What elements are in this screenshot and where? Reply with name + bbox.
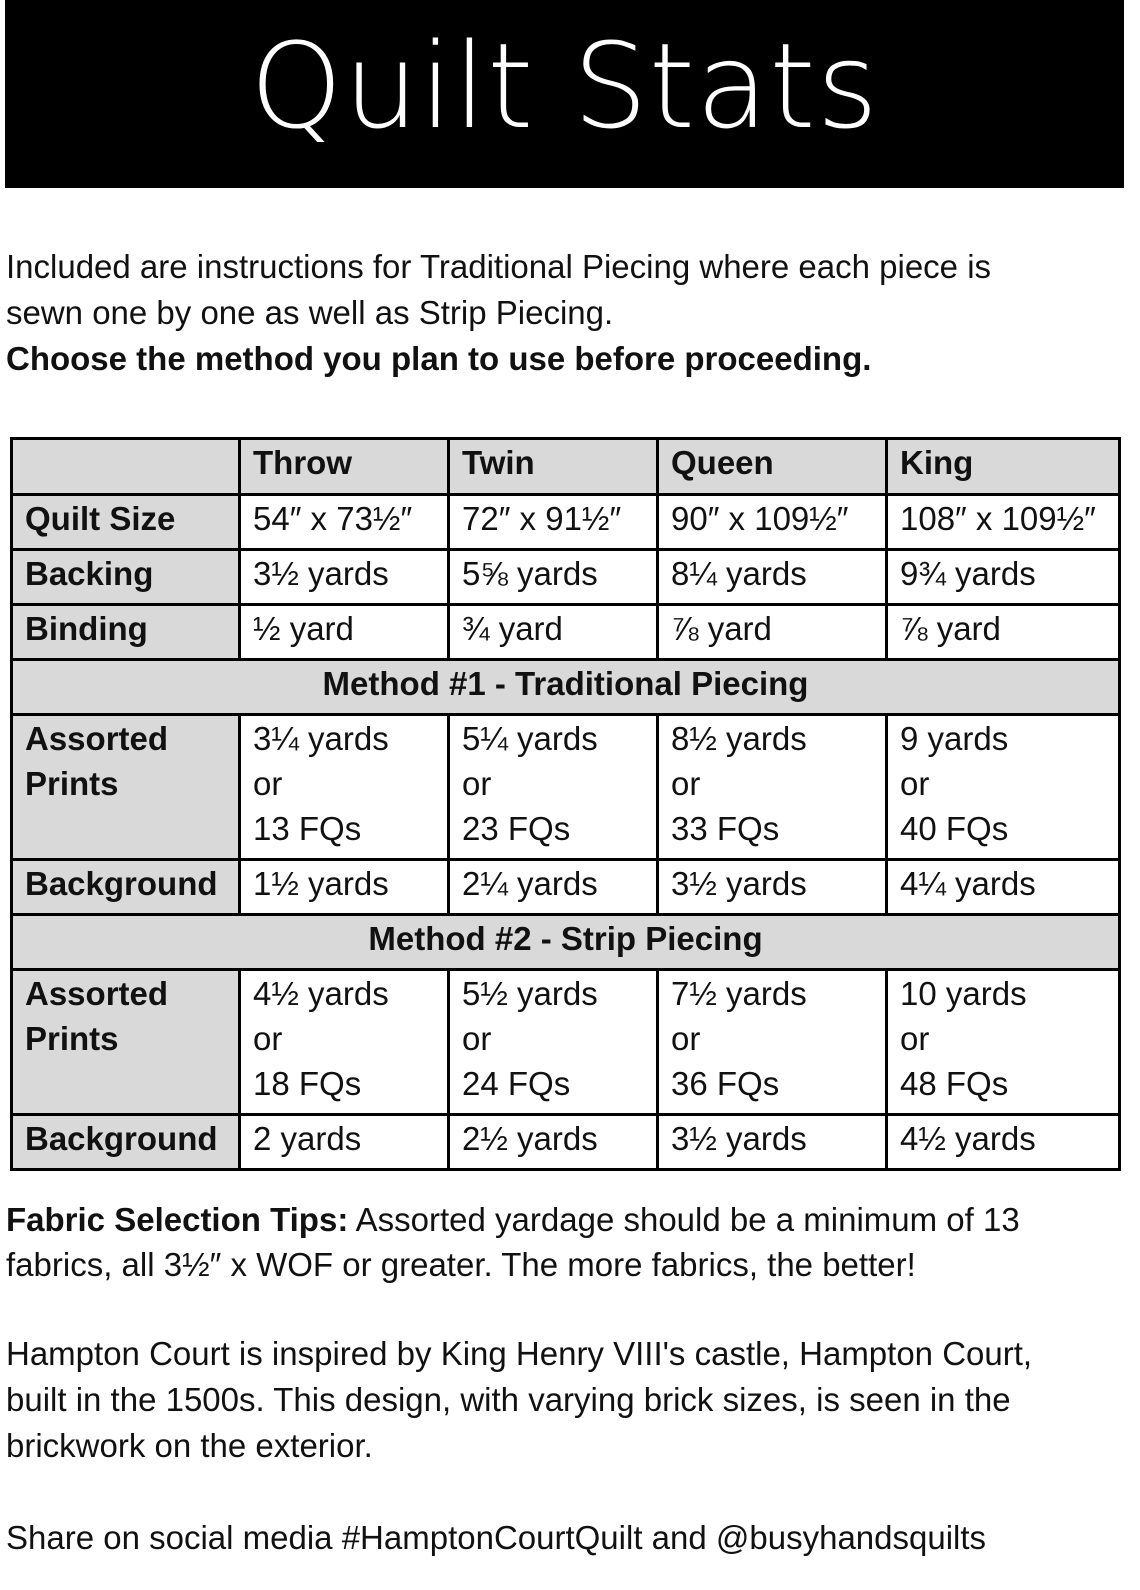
fq-text: 33 FQs xyxy=(671,810,780,847)
or-text: or xyxy=(462,765,492,802)
quilt-stats-table xyxy=(10,437,1121,1171)
about-line-3: brickwork on the exterior. xyxy=(6,1427,373,1464)
table-row-method-2-background xyxy=(12,1115,1120,1170)
table-cell: 72″ x 91½″ xyxy=(449,495,658,550)
table-cell: 3½ yards xyxy=(658,860,887,915)
header-cell-throw: Throw xyxy=(240,439,449,495)
header-cell-empty xyxy=(12,439,240,495)
intro-text xyxy=(6,244,1126,382)
table-cell: 3½ yards xyxy=(240,550,449,605)
row-label-assorted-prints xyxy=(12,715,240,860)
or-text: or xyxy=(253,765,283,802)
social-share-text xyxy=(6,1515,1136,1561)
table-cell: 4½ yards xyxy=(887,1115,1120,1170)
row-label-line: Prints xyxy=(25,1020,119,1057)
table-cell: 8¼ yards xyxy=(658,550,887,605)
table-row-method-1-background xyxy=(12,860,1120,915)
tips-line-1 xyxy=(6,1197,1126,1242)
table-cell: 2 yards xyxy=(240,1115,449,1170)
row-label-assorted-prints xyxy=(12,970,240,1115)
row-label-line: Prints xyxy=(25,765,119,802)
table-cell: 3½ yards xyxy=(658,1115,887,1170)
table-cell: ⅞ yard xyxy=(658,605,887,660)
fq-text: 18 FQs xyxy=(253,1065,362,1102)
row-label-binding: Binding xyxy=(12,605,240,660)
fq-text: 24 FQs xyxy=(462,1065,571,1102)
method-2-title: Method #2 - Strip Piecing xyxy=(12,915,1120,970)
tips-label: Fabric Selection Tips: xyxy=(6,1201,349,1238)
row-label-quilt-size: Quilt Size xyxy=(12,495,240,550)
yardage-text: 3¼ yards xyxy=(253,720,389,757)
header-cell-king: King xyxy=(887,439,1120,495)
yardage-text: 10 yards xyxy=(900,975,1027,1012)
table-cell xyxy=(887,970,1120,1115)
about-line-1: Hampton Court is inspired by King Henry VIII's castle, Hampton Court, xyxy=(6,1335,1033,1372)
yardage-text: 8½ yards xyxy=(671,720,807,757)
fabric-selection-tips xyxy=(6,1197,1126,1287)
yardage-text: 4½ yards xyxy=(253,975,389,1012)
method-1-title: Method #1 - Traditional Piecing xyxy=(12,660,1120,715)
header-cell-twin: Twin xyxy=(449,439,658,495)
table-cell xyxy=(240,970,449,1115)
fq-text: 40 FQs xyxy=(900,810,1009,847)
row-label-backing: Backing xyxy=(12,550,240,605)
table-cell: 108″ x 109½″ xyxy=(887,495,1120,550)
or-text: or xyxy=(671,765,701,802)
intro-line-2: sewn one by one as well as Strip Piecing. xyxy=(6,294,614,331)
method-2-header-row xyxy=(12,915,1120,970)
intro-instruction: Choose the method you plan to use before proceeding. xyxy=(6,340,872,377)
yardage-text: 5½ yards xyxy=(462,975,598,1012)
yardage-text: 7½ yards xyxy=(671,975,807,1012)
table-cell: 5⅝ yards xyxy=(449,550,658,605)
table-row-method-1-assorted xyxy=(12,715,1120,860)
table-cell xyxy=(658,970,887,1115)
table-cell: 2¼ yards xyxy=(449,860,658,915)
tips-text: Assorted yardage should be a minimum of 13 xyxy=(348,1201,1020,1238)
or-text: or xyxy=(900,765,930,802)
page-title: Quilt Stats xyxy=(249,17,880,155)
tips-line-2: fabrics, all 3½″ x WOF or greater. The more fabrics, the better! xyxy=(6,1246,916,1283)
table-cell: 2½ yards xyxy=(449,1115,658,1170)
share-line: Share on social media #HamptonCourtQuilt and @busyhandsquilts xyxy=(6,1519,987,1556)
table-cell xyxy=(887,715,1120,860)
method-1-header-row xyxy=(12,660,1120,715)
table-cell: ⅞ yard xyxy=(887,605,1120,660)
table-row-backing xyxy=(12,550,1120,605)
table-row-method-2-assorted xyxy=(12,970,1120,1115)
fq-text: 48 FQs xyxy=(900,1065,1009,1102)
table-cell xyxy=(658,715,887,860)
table-row-binding xyxy=(12,605,1120,660)
row-label-background: Background xyxy=(12,860,240,915)
table-cell: 9¾ yards xyxy=(887,550,1120,605)
or-text: or xyxy=(671,1020,701,1057)
fq-text: 13 FQs xyxy=(253,810,362,847)
row-label-line: Assorted xyxy=(25,975,169,1012)
header-cell-queen: Queen xyxy=(658,439,887,495)
title-banner xyxy=(5,0,1124,188)
table-cell: 54″ x 73½″ xyxy=(240,495,449,550)
fq-text: 23 FQs xyxy=(462,810,571,847)
row-label-line: Assorted xyxy=(25,720,169,757)
about-line-2: built in the 1500s. This design, with varying brick sizes, is seen in the xyxy=(6,1381,1011,1418)
row-label-background: Background xyxy=(12,1115,240,1170)
design-description xyxy=(6,1331,1126,1469)
yardage-text: 5¼ yards xyxy=(462,720,598,757)
table-cell xyxy=(240,715,449,860)
or-text: or xyxy=(462,1020,492,1057)
intro-line-1: Included are instructions for Traditional Piecing where each piece is xyxy=(6,248,992,285)
table-cell xyxy=(449,715,658,860)
table-cell: ¾ yard xyxy=(449,605,658,660)
yardage-text: 9 yards xyxy=(900,720,1009,757)
table-row-quilt-size xyxy=(12,495,1120,550)
table-cell: 4¼ yards xyxy=(887,860,1120,915)
table-cell xyxy=(449,970,658,1115)
table-cell: ½ yard xyxy=(240,605,449,660)
or-text: or xyxy=(253,1020,283,1057)
or-text: or xyxy=(900,1020,930,1057)
table-cell: 1½ yards xyxy=(240,860,449,915)
fq-text: 36 FQs xyxy=(671,1065,780,1102)
table-cell: 90″ x 109½″ xyxy=(658,495,887,550)
table-header-row xyxy=(12,439,1120,495)
